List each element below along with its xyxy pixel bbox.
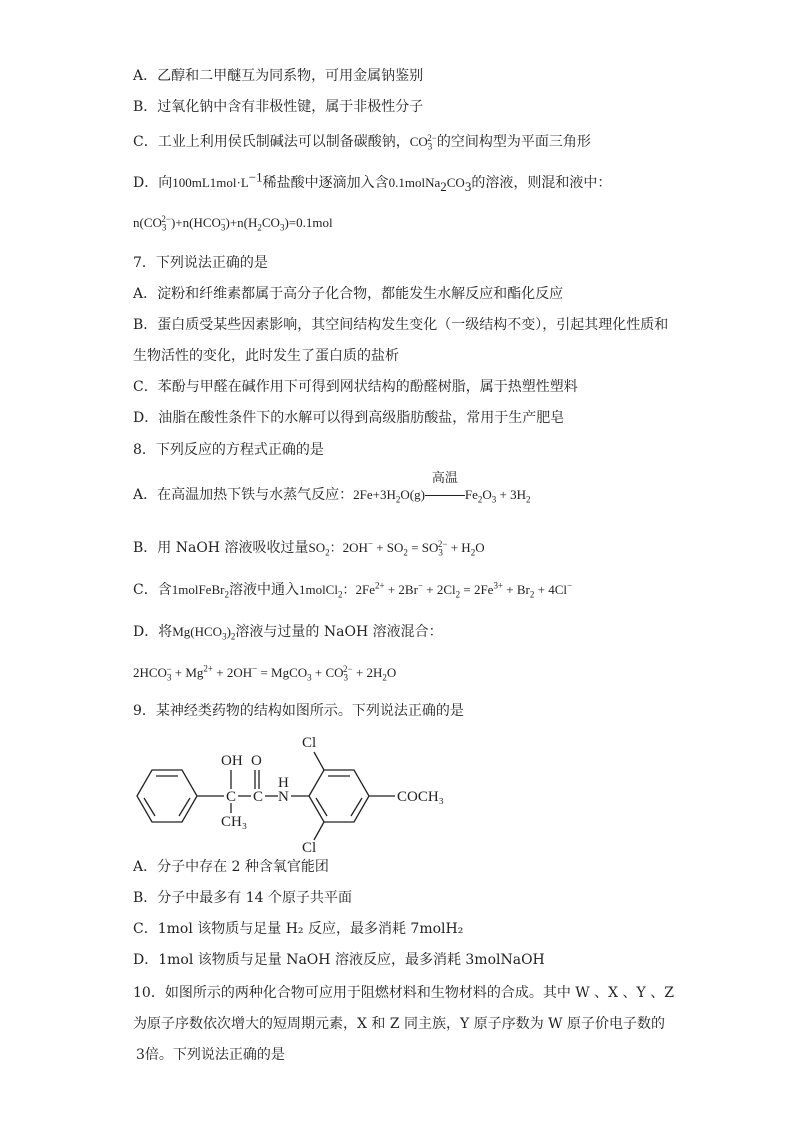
q8-option-b: B．用 NaOH 溶液吸收过量$SO_2$：$2OH^- + SO_2 = SO_3^{2-} + H_2O$ [133,538,485,558]
q8-option-c: C．含1molFeBr$_2$溶液中通入1molCl$_2$：$2Fe^{2+} + 2Br^- + 2Cl_2 = 2Fe^{3+} + Br_2 + 4Cl^-$ [133,580,573,600]
q7-option-a: A．淀粉和纤维素都属于高分子化合物，都能发生水解反应和酯化反应 [133,286,564,302]
q7-option-d: D．油脂在酸性条件下的水解可以得到高级脂肪酸盐，常用于生产肥皂 [133,410,565,426]
q9-stem: 9．某神经类药物的结构如图所示。下列说法正确的是 [133,703,464,719]
q6-option-b: B．过氧化钠中含有非极性键，属于非极性分子 [133,99,424,115]
q8-option-d: D．将$Mg(HCO_3)_2$溶液与过量的 NaOH 溶液混合： [133,624,443,642]
label-ch3: CH₃ [221,814,248,830]
q9-option-c: C．1mol 该物质与足量 H₂ 反应，最多消耗 7molH₂ [133,921,464,937]
q6-option-a: A．乙醇和二甲醚互为同系物，可用金属钠鉴别 [133,68,424,84]
q10-line3: 3倍。下列说法正确的是 [136,1047,285,1063]
q7-stem: 7．下列说法正确的是 [133,255,268,271]
q6-option-c: C．工业上利用侯氏制碱法可以制备碳酸钠，$CO_3^{2-}$的空间构型为平面三角形 [133,132,591,152]
q9-option-d: D．1mol 该物质与足量 NaOH 溶液反应，最多消耗 3molNaOH [133,952,545,968]
label-oh: OH [221,753,243,769]
label-c-carbonyl: C [253,789,264,805]
q9-option-a: A．分子中存在 2 种含氧官能团 [133,859,329,875]
q9-option-b: B．分子中最多有 14 个原子共平面 [133,890,353,906]
label-cl-bottom: Cl [302,840,317,855]
label-o: O [251,753,262,769]
reaction-condition: 高温 [425,485,465,505]
q8-option-d-equation: $2HCO_3^- + Mg^{2+} + 2OH^-$ = MgCO$_3$ + $CO_3^{2-} + 2H_2O$ [133,663,397,683]
label-c-alpha: C [226,789,237,805]
q8-option-a: A．在高温加热下铁与水蒸气反应：$2Fe+3H_2O(g)$ 高温 $Fe_2O_3 + 3H_2$ [133,471,531,505]
label-h: H [278,775,289,791]
label-n: N [278,789,289,805]
label-coch3: COCH₃ [397,789,444,805]
q6-option-d: D．向$100mL1mol\cdot L^{-1}$稀盐酸中逐滴加入含$0.1molNa_2CO_3$的溶液，则混和液中： [133,169,612,194]
q7-option-b-line2: 生物活性的变化，此时发生了蛋白质的盐析 [133,348,399,364]
label-cl-top: Cl [302,735,317,751]
q6-option-d-equation: $n(CO_3^{2-})+n(HCO_3^-)+n(H_2CO_3)=0.1mol$ [133,213,333,233]
q7-option-c: C．苯酚与甲醛在碱作用下可得到网状结构的酚醛树脂，属于热塑性塑料 [133,379,578,395]
q7-option-b-line1: B．蛋白质受某些因素影响，其空间结构发生变化（一级结构不变），引起其理化性质和 [133,317,669,333]
q8-stem: 8．下列反应的方程式正确的是 [133,442,324,458]
molecule-structure [125,725,465,855]
q10-line2: 为原子序数依次增大的短周期元素，X 和 Z 同主族，Y 原子序数为 W 原子价电子数的 [133,1016,666,1032]
q10-line1: 10．如图所示的两种化合物可应用于阻燃材料和生物材料的合成。其中 W 、X 、Y 、Z [133,985,674,1001]
